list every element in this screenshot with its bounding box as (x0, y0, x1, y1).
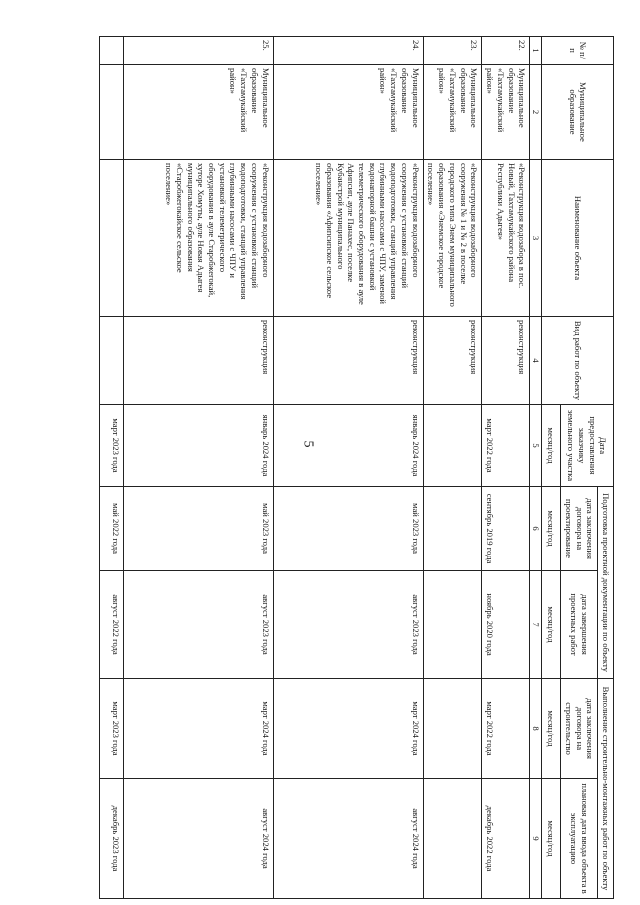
header-design-group: Подготовка проектной документации по объекту (598, 487, 614, 679)
unit-cell: месяц/год (542, 405, 561, 487)
table-row (273, 37, 423, 899)
municipality-cell (99, 65, 123, 160)
row-number: 22. (482, 37, 530, 65)
column-number: 5 (530, 405, 542, 487)
municipality-cell: Муниципальное образование «Тахтамукайский район» (482, 65, 530, 160)
rotated-page (22, 36, 614, 898)
unit-cell: месяц/год (542, 571, 561, 679)
row-number: 23. (423, 37, 482, 65)
design-complete-cell: ноябрь 2020 года (482, 571, 530, 679)
table-row (99, 37, 123, 899)
land-date-cell: март 2022 года (482, 405, 530, 487)
construction-contract-cell (423, 679, 482, 779)
table-row (482, 37, 530, 899)
row-number: 24. (273, 37, 423, 65)
header-land-date: Дата предоставления заказчику земельного участка (561, 405, 614, 487)
object-name-cell: «Реконструкция водозаборного сооружения с установкой станций водоподготовки, станций управления глубинными насосами с ЧПУ и установкой телеметрического оборудования в ауле Старобжегокай, хуторе Хомуты, ауле Новая Адыгея муниципального образования «Старобжегокайское сельское поселение» (123, 160, 273, 317)
column-number: 7 (530, 571, 542, 679)
object-name-cell (99, 160, 123, 317)
column-number: 8 (530, 679, 542, 779)
work-type-cell: реконструкция (273, 317, 423, 405)
object-name-cell: «Реконструкция водозаборного сооружения № 1 и № 2 в поселке городского типа Энем муниципального образования «Энемское городское поселение» (423, 160, 482, 317)
design-complete-cell: август 2022 года (99, 571, 123, 679)
header-commissioning: плановая дата ввода объекта в эксплуатацию (561, 779, 598, 899)
object-name-cell: «Реконструкция водозабора в пос. Новый, Тахтамукайского района Республики Адыгея» (482, 160, 530, 317)
design-contract-cell (423, 487, 482, 571)
construction-contract-cell: март 2024 года (273, 679, 423, 779)
header-municipality: Муниципальное образование (542, 65, 614, 160)
unit-cell: месяц/год (542, 779, 561, 899)
design-complete-cell: август 2023 года (273, 571, 423, 679)
header-design-contract: дата заключения договора на проектирование (561, 487, 598, 571)
column-number: 2 (530, 65, 542, 160)
header-design-complete: дата завершения проектных работ (561, 571, 598, 679)
commissioning-cell: декабрь 2023 года (99, 779, 123, 899)
land-date-cell: март 2023 года (99, 405, 123, 487)
land-date-cell: январь 2024 года (273, 405, 423, 487)
municipality-cell: Муниципальное образование «Тахтамукайский район» (123, 65, 273, 160)
object-name-cell: «Реконструкция водозаборного сооружения с установкой станций водоподготовки, станций управления глубинными насосами с ЧПУ, заменой водонапорной башни с установкой телеметрического оборудования в ауле Афипсип, ауле Панахес, поселке Кубанстрой муниципального образования «Афипсипское сельское поселение» (273, 160, 423, 317)
schedule-table (99, 36, 614, 899)
municipality-cell: Муниципальное образование «Тахтамукайский район» (273, 65, 423, 160)
commissioning-cell: август 2024 года (123, 779, 273, 899)
page-number: 5 (300, 440, 316, 448)
commissioning-cell: декабрь 2022 года (482, 779, 530, 899)
header-n: № п/п (542, 37, 614, 65)
construction-contract-cell: март 2022 года (482, 679, 530, 779)
column-number-row (530, 37, 542, 899)
column-number: 4 (530, 317, 542, 405)
row-number: 25. (123, 37, 273, 65)
commissioning-cell (423, 779, 482, 899)
design-contract-cell: сентябрь 2019 года (482, 487, 530, 571)
column-number: 1 (530, 37, 542, 65)
municipality-cell: Муниципальное образование «Тахтамукайский район» (423, 65, 482, 160)
land-date-cell: январь 2024 года (123, 405, 273, 487)
design-contract-cell: май 2023 года (273, 487, 423, 571)
header-work-type: Вид работ по объекту (542, 317, 614, 405)
work-type-cell: реконструкция (123, 317, 273, 405)
header-construction-group: Выполнение строительно-монтажных работ по объекту (598, 679, 614, 899)
work-type-cell (99, 317, 123, 405)
header-construction-contract: дата заключения договора на строительство (561, 679, 598, 779)
design-contract-cell: май 2022 года (99, 487, 123, 571)
header-object-name: Наименование объекта (542, 160, 614, 317)
design-complete-cell: август 2023 года (123, 571, 273, 679)
table-row (123, 37, 273, 899)
table-row (423, 37, 482, 899)
design-contract-cell: май 2023 года (123, 487, 273, 571)
construction-contract-cell: март 2024 года (123, 679, 273, 779)
land-date-cell (423, 405, 482, 487)
commissioning-cell: август 2024 года (273, 779, 423, 899)
column-number: 9 (530, 779, 542, 899)
work-type-cell: реконструкция (423, 317, 482, 405)
work-type-cell: реконструкция (482, 317, 530, 405)
column-number: 3 (530, 160, 542, 317)
unit-cell: месяц/год (542, 487, 561, 571)
row-number (99, 37, 123, 65)
design-complete-cell (423, 571, 482, 679)
construction-contract-cell: март 2023 года (99, 679, 123, 779)
header-row-1 (598, 37, 614, 899)
column-number: 6 (530, 487, 542, 571)
unit-cell: месяц/год (542, 679, 561, 779)
